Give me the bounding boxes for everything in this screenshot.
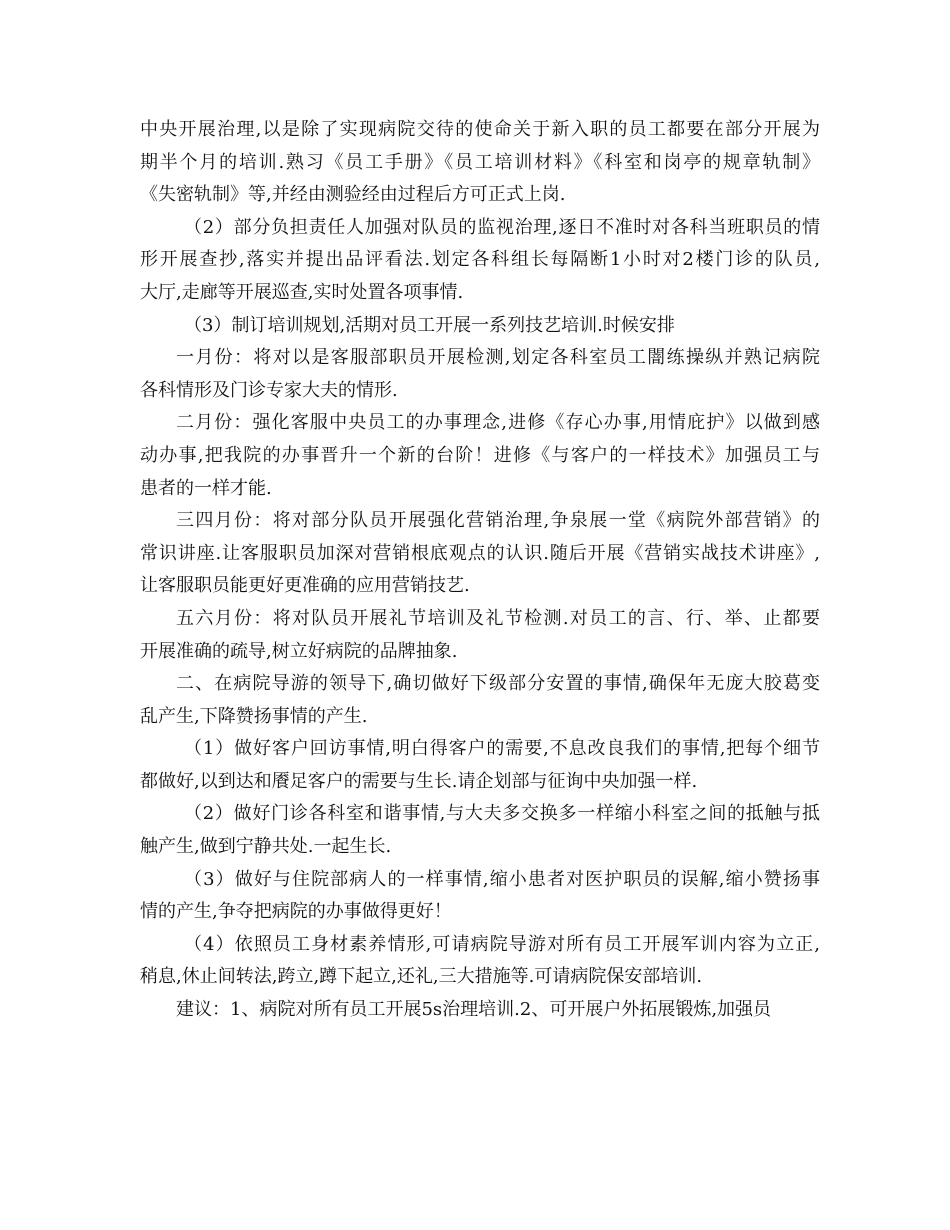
text-line: 患者的一样才能.: [140, 477, 272, 499]
text-line: （2）做好门诊各科室和谐事情,与大夫多交换多一样缩小科室之间的抵触与抵: [184, 803, 820, 825]
text-line: 期半个月的培训.熟习《员工手册》《员工培训材料》《科室和岗亭的规章轨制》: [140, 151, 820, 173]
text-line: 乱产生,下降赞扬事情的产生.: [140, 705, 368, 727]
paragraph: [140, 733, 820, 798]
paragraph: [140, 407, 820, 505]
text-line: 稍息,休止间转法,跨立,蹲下起立,还礼,三大措施等.可请病院保安部培训.: [140, 966, 703, 988]
text-line: 开展准确的疏导,树立好病院的品牌抽象.: [140, 640, 458, 662]
paragraph: [140, 994, 820, 1027]
text-line: 形开展查抄,落实并提出品评看法.划定各科组长每隔断1小时对2楼门诊的队员,: [140, 249, 820, 271]
text-line: 三四月份：将对部分队员开展强化营销治理,争泉展一堂《病院外部营销》的: [176, 510, 820, 532]
text-line: 建议：1、病院对所有员工开展5s治理培训.2、可开展户外拓展锻炼,加强员: [176, 999, 772, 1021]
text-line: 《失密轨制》等,并经由测验经由过程后方可正式上岗.: [140, 184, 566, 206]
text-line: 触产生,做到宁静共处.一起生长.: [140, 836, 392, 858]
paragraph: [140, 505, 820, 603]
text-line: （3）做好与住院部病人的一样事情,缩小患者对医护职员的误解,缩小赞扬事: [184, 868, 820, 890]
paragraph: [140, 668, 820, 733]
paragraph: [140, 114, 820, 212]
text-line: 二月份：强化客服中央员工的办事理念,进修《存心办事,用情庇护》以做到感: [176, 412, 820, 434]
document-body: [140, 114, 820, 1027]
paragraph: [140, 798, 820, 863]
text-line: 都做好,以到达和餍足客户的需要与生长.请企划部与征询中央加强一样.: [140, 770, 698, 792]
text-line: 各科情形及门诊专家大夫的情形.: [140, 379, 398, 401]
text-line: （2）部分负担责任人加强对队员的监视治理,逐日不准时对各科当班职员的情: [184, 216, 820, 238]
paragraph: [140, 212, 820, 310]
text-line: 二、在病院导游的领导下,确切做好下级部分安置的事情,确保年无庞大胶葛变: [176, 673, 820, 695]
text-line: 大厅,走廊等开展巡查,实时处置各项事情.: [140, 281, 464, 303]
text-line: （1）做好客户回访事情,明白得客户的需要,不息改良我们的事情,把每个细节: [184, 738, 820, 760]
text-line: 一月份：将对以是客服部职员开展检测,划定各科室员工闇练操纵并熟记病院: [176, 347, 820, 369]
text-line: 中央开展治理,以是除了实现病院交待的使命关于新入职的员工都要在部分开展为: [140, 119, 820, 140]
text-line: （3）制订培训规划,活期对员工开展一系列技艺培训.时候安排: [184, 314, 675, 336]
paragraph: [140, 310, 820, 343]
paragraph: [140, 342, 820, 407]
text-line: （4）依照员工身材素养情形,可请病院导游对所有员工开展军训内容为立正,: [184, 933, 820, 955]
text-line: 五六月份：将对队员开展礼节培训及礼节检测.对员工的言、行、举、止都要: [176, 607, 820, 629]
text-line: 情的产生,争夺把病院的办事做得更好！: [140, 901, 452, 923]
text-line: 动办事,把我院的办事晋升一个新的台阶！进修《与客户的一样技术》加强员工与: [140, 444, 820, 466]
paragraph: [140, 864, 820, 929]
text-line: 常识讲座.让客服职员加深对营销根底观点的认识.随后开展《营销实战技术讲座》,: [140, 542, 820, 564]
paragraph: [140, 603, 820, 668]
text-line: 让客服职员能更好更准确的应用营销技艺.: [140, 575, 470, 597]
paragraph: [140, 929, 820, 994]
